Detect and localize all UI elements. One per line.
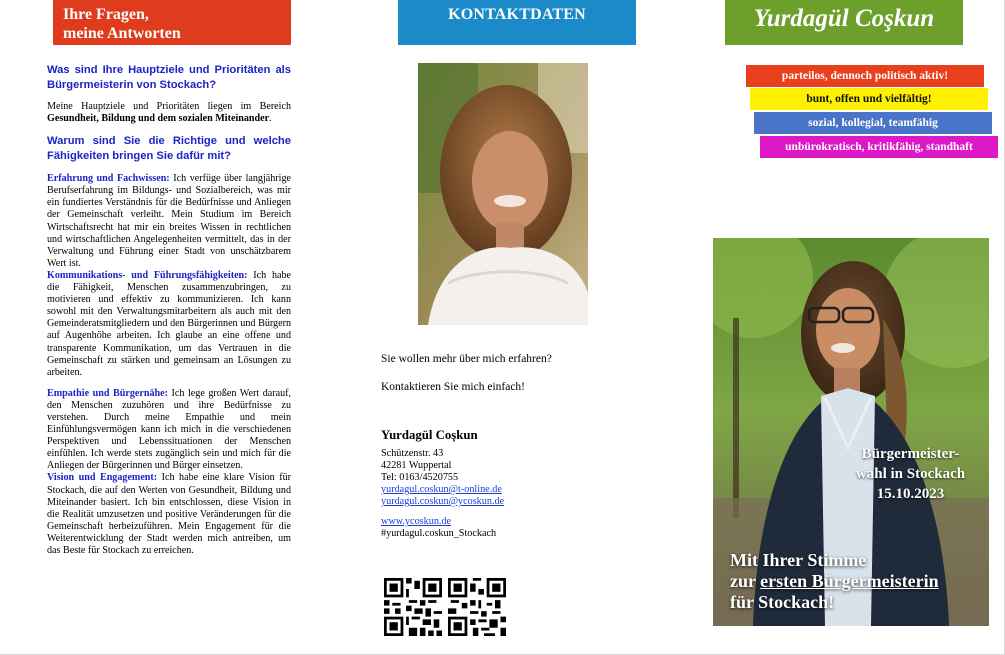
faq-header-line1: Ihre Fragen, bbox=[63, 6, 149, 23]
answer-1-text: Meine Hauptziele und Prioritäten liegen im Bereich bbox=[47, 101, 291, 112]
slogan-line-2 bbox=[730, 571, 985, 592]
contact-street: Schützenstr. 43 bbox=[381, 448, 444, 459]
cover-photo bbox=[713, 238, 989, 626]
election-line-2: wahl in Stockach bbox=[855, 466, 966, 482]
slogan bbox=[730, 550, 985, 613]
section-title-vision: Vision und Engagement: bbox=[47, 472, 158, 484]
qr-code-icon[interactable] bbox=[384, 578, 442, 636]
answer-1-end: . bbox=[269, 113, 272, 125]
question-2: Warum sind Sie die Richtige und welche Fähigkeiten bringen Sie dafür mit? bbox=[47, 135, 291, 163]
contact-phone[interactable]: Tel: 0163/4520755 bbox=[381, 472, 459, 483]
faq-header bbox=[53, 0, 291, 45]
email-link-1[interactable]: yurdagul.coskun@t-online.de bbox=[381, 484, 502, 495]
trait-tag: unbürokratisch, kritikfähig, standhaft bbox=[760, 136, 998, 158]
answer-1-bold: Gesundheit, Bildung und dem sozialen Miteinander bbox=[47, 113, 270, 125]
answer-section bbox=[47, 173, 291, 270]
section-text-communication: Ich habe die Fähigkeit, Menschen zusammenzubringen, zu motivieren und effektiv zu kommunizieren. Ich kann sowohl mit den Verwaltungsmitarbeitern als auch mit den Gemeinderatsmitgliedern und den Bürgerinnen und Bürgern auf Augenhöhe arbeiten. Ich glaube an eine offene und transparente Kommunikation, um das Vertrauen in die Gemeinschaft zu stärken und gemeinsam an Lösungen zu arbeiten. bbox=[47, 269, 291, 378]
answer-1 bbox=[47, 101, 291, 125]
faq-header-line2: meine Antworten bbox=[63, 25, 181, 42]
slogan-line-1: Mit Ihrer Stimme bbox=[730, 550, 867, 570]
question-1: Was sind Ihre Hauptziele und Prioritäten als Bürgermeisterin von Stockach? bbox=[47, 64, 291, 91]
election-line-1: Bürgermeister- bbox=[861, 446, 960, 462]
portrait-photo bbox=[418, 63, 588, 325]
email-link-2[interactable]: yurdagul.coskun@ycoskun.de bbox=[381, 496, 505, 507]
answer-section bbox=[47, 388, 291, 473]
contact-name: Yurdagül Coşkun bbox=[381, 428, 478, 442]
slogan-underlined: ersten Bürgermeisterin bbox=[760, 571, 939, 591]
trait-tag: bunt, offen und vielfältig! bbox=[750, 88, 988, 110]
section-text-vision: Ich habe eine klare Vision für Stockach, die auf den Werten von Gesundheit, Bildung und Miteinander basiert. Ich bin entschlossen, diese Vision in die Realität umzusetzen und positive Veränderungen für die Gemeinschaft herbeizuführen. Mein Engagement für die Weiterentwicklung der Stadt werden mich antreiben, um das Beste für Stockach zu erreichen. bbox=[47, 472, 291, 556]
slogan-line-2-pre: zur bbox=[730, 571, 761, 591]
trait-tag: parteilos, dennoch politisch aktiv! bbox=[746, 65, 984, 87]
contact-block bbox=[381, 352, 621, 540]
contact-intro-1: Sie wollen mehr über mich erfahren? bbox=[381, 353, 552, 365]
section-title-experience: Erfahrung und Fachwissen: bbox=[47, 173, 170, 185]
election-date: 15.10.2023 bbox=[876, 486, 945, 502]
section-title-empathy: Empathie und Bürgernähe: bbox=[47, 387, 168, 399]
contact-intro-2: Kontaktieren Sie mich einfach! bbox=[381, 381, 526, 393]
qr-code-icon[interactable] bbox=[448, 578, 506, 636]
faq-column bbox=[47, 63, 291, 557]
slogan-line-3: für Stockach! bbox=[730, 592, 835, 612]
section-title-communication: Kommunikations- und Führungsfähigkeiten: bbox=[47, 269, 248, 281]
section-text-empathy: Ich lege großen Wert darauf, den Menschen zuzuhören und ihre Bedürfnisse zu verstehen. Durch meine Empathie und mein Einfühlungsvermögen kann ich mich in die verschiedenen Perspektiven und Lebenssituationen der Menschen einfühlen. Ich werde stets zugänglich sein und mich für die Anliegen der Bürgerinnen und Bürger einsetzen. bbox=[47, 387, 292, 472]
hashtag: #yurdagul.coskun_Stockach bbox=[381, 528, 497, 539]
answer-section bbox=[47, 472, 291, 557]
trait-tag: sozial, kollegial, teamfähig bbox=[754, 112, 992, 134]
section-text-experience: Ich verfüge über langjährige Berufserfahrung im Bildungs- und Sozialbereich, was mir ein fundiertes Verständnis für die Bedürfnisse und Anliegen der Gemeinschaft verleiht. Mein Studium im Bereich Wirtschaftsrecht hat mir ein breites Wissen in rechtlichen und wirtschaftlichen Angelegenheiten vermittelt, das in der Verwaltung und Führung einer Stadt von unschätzbarem Wert ist. bbox=[47, 173, 291, 269]
answer-section bbox=[47, 270, 291, 379]
election-info bbox=[843, 444, 978, 504]
candidate-name-header: Yurdagül Coşkun bbox=[725, 0, 963, 45]
contact-header: KONTAKTDATEN bbox=[398, 0, 636, 45]
contact-city: 42281 Wuppertal bbox=[381, 460, 452, 471]
website-link[interactable]: www.ycoskun.de bbox=[381, 516, 452, 527]
